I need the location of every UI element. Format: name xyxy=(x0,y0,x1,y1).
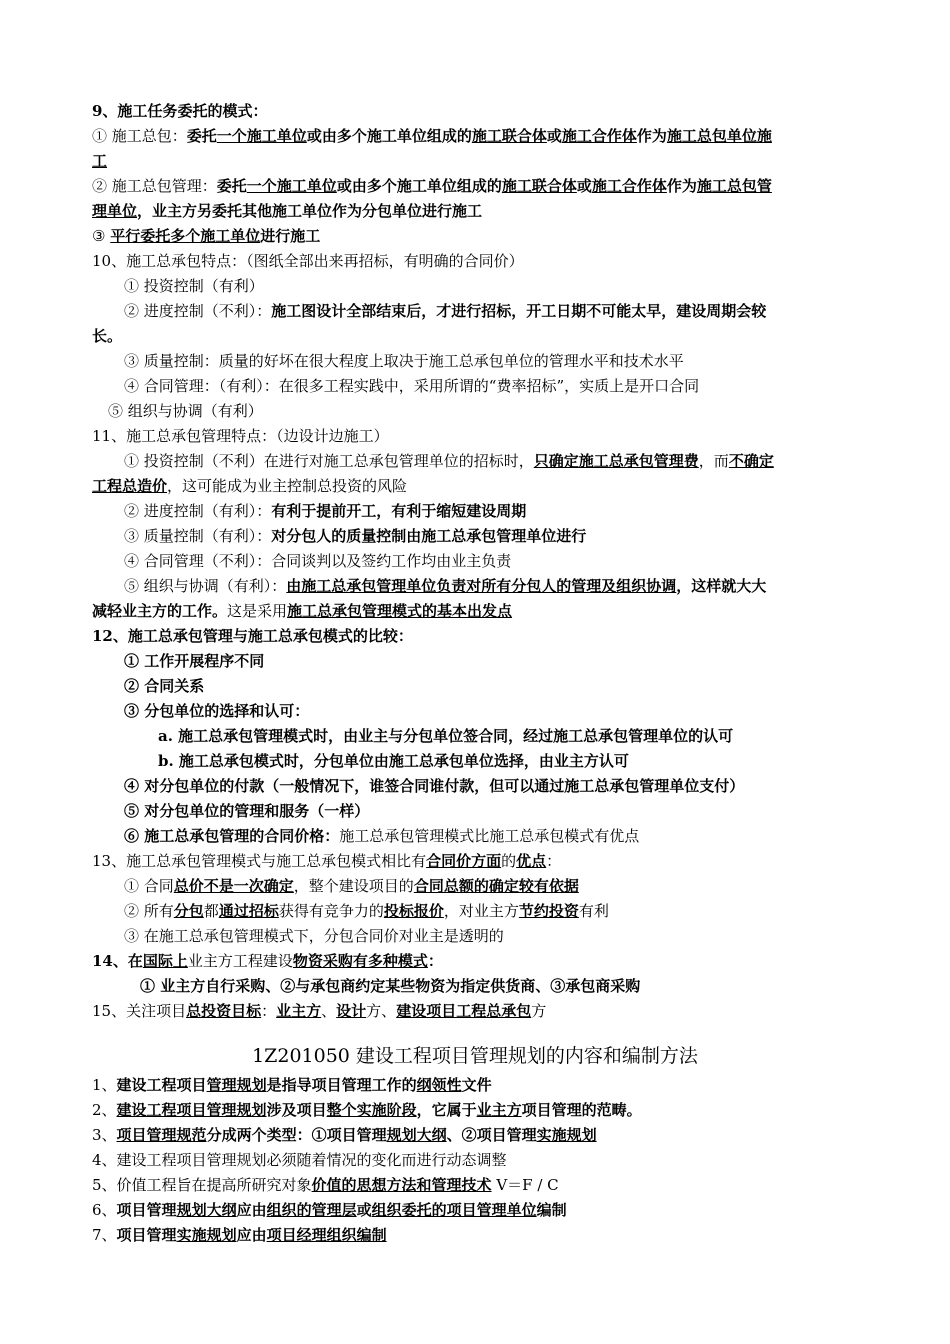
text-segment: ，对业主方 xyxy=(443,902,519,920)
text-segment: 涉及项目 xyxy=(266,1101,327,1119)
text-segment: 理单位 xyxy=(92,202,138,220)
text-segment: 由施工总承包管理单位负责对所有分包人的管理及组织协调 xyxy=(286,577,677,595)
text-segment: ⑤ 组织与协调（有利） xyxy=(108,402,263,420)
text-segment: 13、施工总承包管理模式与施工总承包模式相比有 xyxy=(92,852,427,870)
text-line xyxy=(92,326,862,346)
text-line xyxy=(92,1175,862,1195)
text-line xyxy=(108,401,878,421)
text-segment: ③ 质量控制：质量的好坏在很大程度上取决于施工总承包单位的管理水平和技术水平 xyxy=(124,352,684,370)
text-segment: ③ 分包单位的选择和认可： xyxy=(124,702,310,720)
text-segment: ，这样就大大 xyxy=(676,577,767,595)
text-segment: ⑤ 对分包单位的管理和服务（一样） xyxy=(124,802,370,820)
text-segment: ② 进度控制（不利）： xyxy=(124,302,272,320)
text-line xyxy=(92,201,862,221)
text-segment: ⑥ 施工总承包管理的合同价格： xyxy=(124,827,340,845)
text-segment: 组织的管理层 xyxy=(266,1201,357,1219)
text-segment: 平行委托多个施工单位 xyxy=(110,227,261,245)
text-segment: 施工合作体 xyxy=(591,177,667,195)
text-segment: ① 投资控制（有利） xyxy=(124,277,264,295)
text-segment: 或 xyxy=(576,177,592,195)
text-segment: 建设工程项目 xyxy=(116,1076,207,1094)
text-line xyxy=(92,1125,862,1145)
text-segment: 委托 xyxy=(186,127,217,145)
text-line xyxy=(92,101,862,121)
text-segment: 实施规划 xyxy=(176,1226,237,1244)
text-segment: 规划大纲 xyxy=(386,1126,447,1144)
text-segment: 6、 xyxy=(92,1201,117,1219)
text-line xyxy=(124,451,894,471)
text-segment: ： xyxy=(427,952,443,970)
text-segment: ⑤ 组织与协调（有利）： xyxy=(124,577,287,595)
text-line xyxy=(124,526,894,546)
text-line xyxy=(124,676,894,696)
text-segment: 这是采用 xyxy=(227,602,288,620)
text-segment: 工 xyxy=(92,152,108,170)
text-segment: 工程总造价 xyxy=(92,477,168,495)
text-segment: 的 xyxy=(501,852,517,870)
text-line xyxy=(124,926,894,946)
text-segment: 业主方 xyxy=(276,1002,322,1020)
text-segment: 作为 xyxy=(636,127,667,145)
text-segment: 12、施工总承包管理与施工总承包模式的比较： xyxy=(92,627,413,645)
text-segment: ③ xyxy=(92,227,111,245)
text-segment: 施工总承包管理模式的基本出发点 xyxy=(287,602,513,620)
text-line xyxy=(124,876,894,896)
text-line xyxy=(124,376,894,396)
text-segment: 方 xyxy=(531,1002,547,1020)
text-line xyxy=(124,776,894,796)
text-segment: ，整个建设项目的 xyxy=(293,877,414,895)
text-segment: 11、施工总承包管理特点：（边设计边施工） xyxy=(92,427,389,445)
text-segment: 只确定施工总承包管理费 xyxy=(533,452,699,470)
text-line xyxy=(124,551,894,571)
text-line xyxy=(124,301,894,321)
text-line xyxy=(158,751,928,771)
text-segment: 应由 xyxy=(236,1201,267,1219)
text-segment: 、 xyxy=(321,1002,337,1020)
text-segment: 15、关注项目 xyxy=(92,1002,187,1020)
text-segment: 长。 xyxy=(92,327,123,345)
text-segment: 施工图设计全部结束后，才进行招标，开工日期不可能太早，建设周期会较 xyxy=(271,302,767,320)
text-segment: 整个实施阶段 xyxy=(326,1101,417,1119)
text-segment: 设计 xyxy=(336,1002,367,1020)
text-segment: 国际上 xyxy=(142,952,188,970)
text-segment: V＝F / C xyxy=(491,1176,559,1194)
text-segment: 14、在 xyxy=(92,952,143,970)
text-segment: 建设工程项目管理规划 xyxy=(116,1101,267,1119)
text-segment: ① 施工总包： xyxy=(92,127,187,145)
text-segment: 施工总包单位施 xyxy=(666,127,772,145)
text-segment: ： xyxy=(546,852,562,870)
text-segment: 合同价方面 xyxy=(426,852,502,870)
text-segment: 分成两个类型：①项目管理 xyxy=(206,1126,387,1144)
text-segment: 总投资目标 xyxy=(186,1002,262,1020)
text-segment: ① 合同 xyxy=(124,877,174,895)
text-segment: 编制 xyxy=(536,1201,567,1219)
text-segment: 业主方 xyxy=(476,1101,522,1119)
text-segment: 不确定 xyxy=(728,452,774,470)
text-segment: ① 业主方自行采购、②与承包商约定某些物资为指定供货商、③承包商采购 xyxy=(140,977,641,995)
text-segment: 对分包人的质量控制由施工总承包管理单位进行 xyxy=(271,527,587,545)
text-segment: ，它属于 xyxy=(416,1101,477,1119)
text-line xyxy=(92,226,862,246)
text-segment: 实施规划 xyxy=(536,1126,597,1144)
text-segment: 都 xyxy=(203,902,219,920)
text-segment: 项目管理规范 xyxy=(116,1126,207,1144)
text-segment: 或由多个施工单位组成的 xyxy=(336,177,502,195)
text-line xyxy=(124,351,894,371)
text-segment: 通过招标 xyxy=(218,902,279,920)
text-segment: 投标报价 xyxy=(383,902,444,920)
text-segment: 一个施工单位 xyxy=(246,177,337,195)
text-line xyxy=(124,576,894,596)
text-segment: 施工合作体 xyxy=(561,127,637,145)
text-segment: ② 合同关系 xyxy=(124,677,205,695)
text-segment: 方、 xyxy=(366,1002,397,1020)
text-line xyxy=(92,251,862,271)
text-segment: ④ 合同管理（不利）：合同谈判以及签约工作均由业主负责 xyxy=(124,552,512,570)
text-line xyxy=(158,726,928,746)
text-segment: ④ 对分包单位的付款（一般情况下，谁签合同谁付款，但可以通过施工总承包管理单位支付） xyxy=(124,777,745,795)
text-segment: 或 xyxy=(356,1201,372,1219)
text-segment: ，业主方另委托其他施工单位作为分包单位进行施工 xyxy=(137,202,483,220)
text-segment: ② 进度控制（有利）： xyxy=(124,502,272,520)
text-segment: 合同总额的确定较有依据 xyxy=(413,877,579,895)
text-segment: 7、 xyxy=(92,1226,117,1244)
text-segment: 10、施工总承包特点：（图纸全部出来再招标，有明确的合同价） xyxy=(92,252,524,270)
text-line xyxy=(92,1001,862,1021)
text-line xyxy=(92,601,862,621)
text-line xyxy=(92,126,862,146)
text-line xyxy=(124,651,894,671)
text-segment: ① 工作开展程序不同 xyxy=(124,652,265,670)
text-line xyxy=(92,476,862,496)
text-segment: 有利 xyxy=(578,902,609,920)
text-segment: 项目管理 xyxy=(116,1226,177,1244)
text-segment: 一个施工单位 xyxy=(216,127,307,145)
text-segment: ② 所有 xyxy=(124,902,174,920)
text-line xyxy=(92,426,862,446)
text-segment: ： xyxy=(261,1002,277,1020)
text-line xyxy=(124,701,894,721)
text-segment: 作为 xyxy=(666,177,697,195)
text-segment: 节约投资 xyxy=(518,902,579,920)
text-segment: 获得有竞争力的 xyxy=(278,902,384,920)
text-segment: 施工联合体 xyxy=(501,177,577,195)
text-segment: 纲领性 xyxy=(416,1076,462,1094)
text-segment: 管理规划 xyxy=(206,1076,267,1094)
text-segment: ① 投资控制（不利）在进行对施工总承包管理单位的招标时， xyxy=(124,452,534,470)
text-segment: a. 施工总承包管理模式时，由业主与分包单位签合同，经过施工总承包管理单位的认可 xyxy=(158,727,734,745)
text-segment: ② 施工总包管理： xyxy=(92,177,217,195)
text-line xyxy=(124,901,894,921)
text-segment: 文件 xyxy=(461,1076,492,1094)
text-line xyxy=(92,626,862,646)
text-segment: 3、 xyxy=(92,1126,117,1144)
text-segment: ③ 在施工总承包管理模式下，分包合同价对业主是透明的 xyxy=(124,927,504,945)
text-line xyxy=(92,151,862,171)
text-segment: 物资采购有多种模式 xyxy=(292,952,428,970)
text-segment: 5、价值工程旨在提高所研究对象 xyxy=(92,1176,312,1194)
text-segment: 1、 xyxy=(92,1076,117,1094)
text-segment: 规划大纲 xyxy=(176,1201,237,1219)
text-line xyxy=(140,976,910,996)
text-segment: 有利于提前开工，有利于缩短建设周期 xyxy=(271,502,527,520)
text-segment: 项目经理组织编制 xyxy=(266,1226,387,1244)
text-segment: 总价不是一次确定 xyxy=(173,877,294,895)
text-segment: ③ 质量控制（有利）： xyxy=(124,527,272,545)
text-line xyxy=(92,1150,862,1170)
text-segment: 组织委托的项目管理单位 xyxy=(371,1201,537,1219)
text-line xyxy=(92,1075,862,1095)
text-segment: 减轻业主方的工作。 xyxy=(92,602,228,620)
text-segment: 应由 xyxy=(236,1226,267,1244)
text-segment: 业主方工程建设 xyxy=(187,952,293,970)
text-segment: 进行施工 xyxy=(260,227,321,245)
text-segment: 或由多个施工单位组成的 xyxy=(306,127,472,145)
text-segment: ，这可能成为业主控制总投资的风险 xyxy=(167,477,408,495)
text-line xyxy=(92,1225,862,1245)
text-segment: 或 xyxy=(546,127,562,145)
text-segment: 施工总承包管理模式比施工总承包模式有优点 xyxy=(339,827,640,845)
text-line xyxy=(92,951,862,971)
text-segment: 优点 xyxy=(516,852,547,870)
text-segment: 委托 xyxy=(216,177,247,195)
text-segment: 施工联合体 xyxy=(471,127,547,145)
section-heading: 1Z201050 建设工程项目管理规划的内容和编制方法 xyxy=(252,1045,698,1067)
text-segment: 项目管理 xyxy=(116,1201,177,1219)
text-line xyxy=(124,801,894,821)
text-segment: 分包 xyxy=(173,902,204,920)
text-segment: 2、 xyxy=(92,1101,117,1119)
text-segment: 项目管理的范畴。 xyxy=(521,1101,642,1119)
text-segment: 建设项目工程总承包 xyxy=(396,1002,532,1020)
text-line xyxy=(92,1100,862,1120)
text-line xyxy=(124,501,894,521)
text-line xyxy=(92,1200,862,1220)
text-line xyxy=(92,176,862,196)
text-segment: 、②项目管理 xyxy=(446,1126,537,1144)
text-line xyxy=(124,276,894,296)
text-segment: ④ 合同管理：（有利）：在很多工程实践中，采用所谓的“费率招标”，实质上是开口合同 xyxy=(124,377,700,395)
text-segment: 9、施工任务委托的模式： xyxy=(92,102,268,120)
text-line xyxy=(92,851,862,871)
text-segment: 施工总包管 xyxy=(696,177,772,195)
text-segment: 价值的思想方法和管理技术 xyxy=(311,1176,492,1194)
text-segment: 是指导项目管理工作的 xyxy=(266,1076,417,1094)
text-segment: 4、建设工程项目管理规划必须随着情况的变化而进行动态调整 xyxy=(92,1151,507,1169)
text-segment: b. 施工总承包模式时，分包单位由施工总承包单位选择，由业主方认可 xyxy=(158,752,629,770)
text-segment: ，而 xyxy=(698,452,729,470)
text-line xyxy=(124,826,894,846)
